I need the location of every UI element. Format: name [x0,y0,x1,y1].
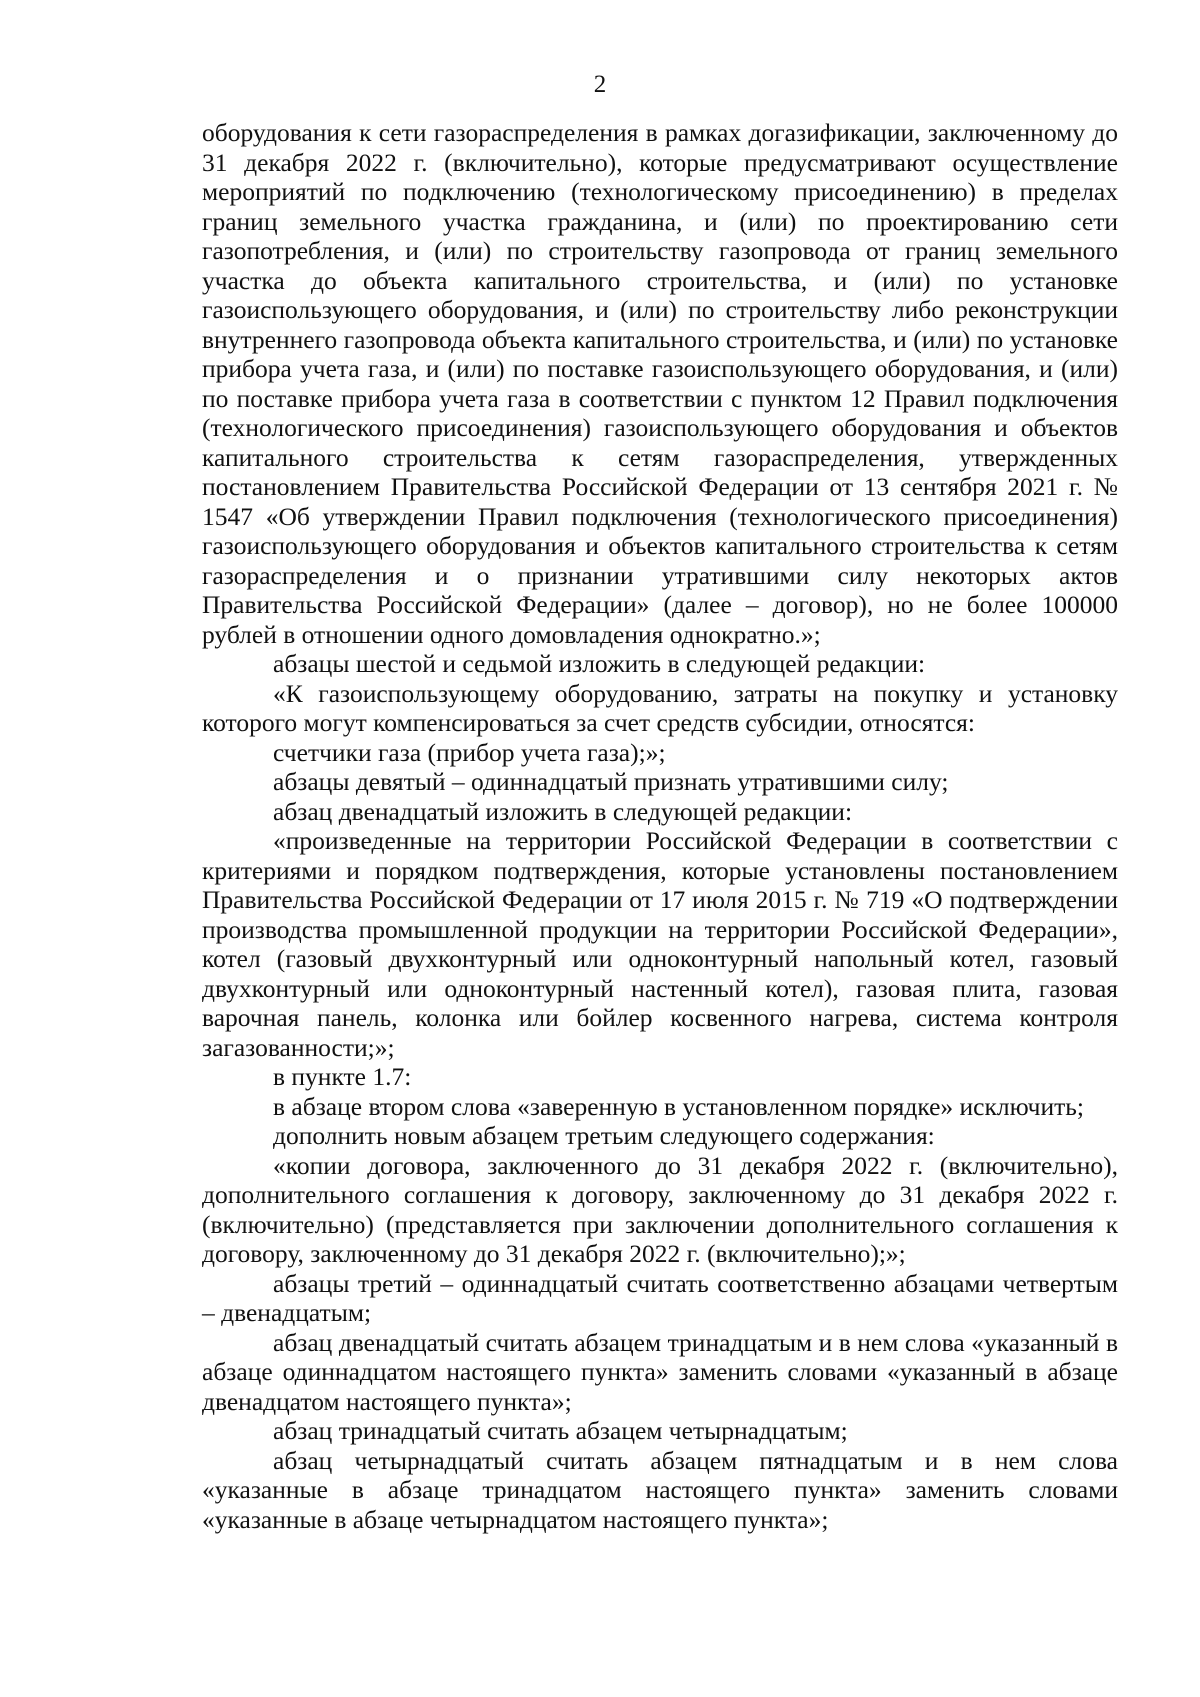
paragraph: абзац тринадцатый считать абзацем четырнадцатым; [273,1416,848,1445]
paragraph: «произведенные на территории Российской Федерации в соответствии с критериями и порядком подтверждения, которые установлены постановлением Правительства Российской Федерации от 17 июля 2015 г. № 719 «О подтверждении производства промышленной продукции на территории Российской Федерации», котел (газовый двухконтурный или одноконтурный напольный котел, газовый двухконтурный или одноконтурный настенный котел), газовая плита, газовая варочная панель, колонка или бойлер косвенного нагрева, система контроля загазованности;»; [202,826,1118,1062]
paragraph: «К газоиспользующему оборудованию, затраты на покупку и установку которого могут компенсироваться за счет средств субсидии, относятся: [202,678,1118,737]
paragraph: абзацы шестой и седьмой изложить в следующей редакции: [273,649,926,678]
paragraph: абзацы третий – одиннадцатый считать соответственно абзацами четвертым – двенадцатым; [202,1268,1118,1327]
paragraph: счетчики газа (прибор учета газа);»; [273,737,666,767]
paragraph: в пункте 1.7: [273,1062,412,1091]
paragraph: «копии договора, заключенного до 31 декабря 2022 г. (включительно), дополнительного соглашения к договору, заключенному до 31 декабря 2022 г. (включительно) (представляется при заключении дополнительного соглашения к договору, заключенному до 31 декабря 2022 г. (включительно);»; [202,1150,1118,1268]
paragraph: оборудования к сети газораспределения в рамках догазификации, заключенному до 31 декабря 2022 г. (включительно), которые предусматривают осуществление мероприятий по подключению (технологическому присоединению) в пределах границ земельного участка гражданина, и (или) по проектированию сети газопотребления, и (или) по строительству газопровода от границ земельного участка до объекта капитального строительства, и (или) по установке газоиспользующего оборудования, и (или) по строительству либо реконструкции внутреннего газопровода объекта капитального строительства, и (или) по установке прибора учета газа, и (или) по поставке газоиспользующего оборудования, и (или) по поставке прибора учета газа в соответствии с пунктом 12 Правил подключения (технологического присоединения) газоиспользующего оборудования и объектов капитального строительства к сетям газораспределения, утвержденных постановлением Правительства Российской Федерации от 13 сентября 2021 г. № 1547 «Об утверждении Правил подключения (технологического присоединения) газоиспользующего оборудования и объектов капитального строительства к сетям газораспределения и о признании утратившими силу некоторых актов Правительства Российской Федерации» (далее – договор), но не более 100000 рублей в отношении одного домовладения однократно.»; [202,118,1118,649]
paragraph: в абзаце втором слова «заверенную в установленном порядке» исключить; [273,1091,1085,1121]
paragraph: абзац четырнадцатый считать абзацем пятнадцатым и в нем слова «указанные в абзаце тринадцатом настоящего пункта» заменить словами «указанные в абзаце четырнадцатом настоящего пункта»; [202,1445,1118,1534]
paragraph: абзац двенадцатый изложить в следующей редакции: [273,796,853,826]
paragraph: абзац двенадцатый считать абзацем тринадцатым и в нем слова «указанный в абзаце одиннадцатом настоящего пункта» заменить словами «указанный в абзаце двенадцатом настоящего пункта»; [202,1327,1118,1416]
page-number: 2 [593,71,607,98]
paragraph: дополнить новым абзацем третьим следующего содержания: [273,1121,935,1150]
document-body [202,118,1118,1534]
paragraph: абзацы девятый – одиннадцатый признать утратившими силу; [273,767,949,796]
